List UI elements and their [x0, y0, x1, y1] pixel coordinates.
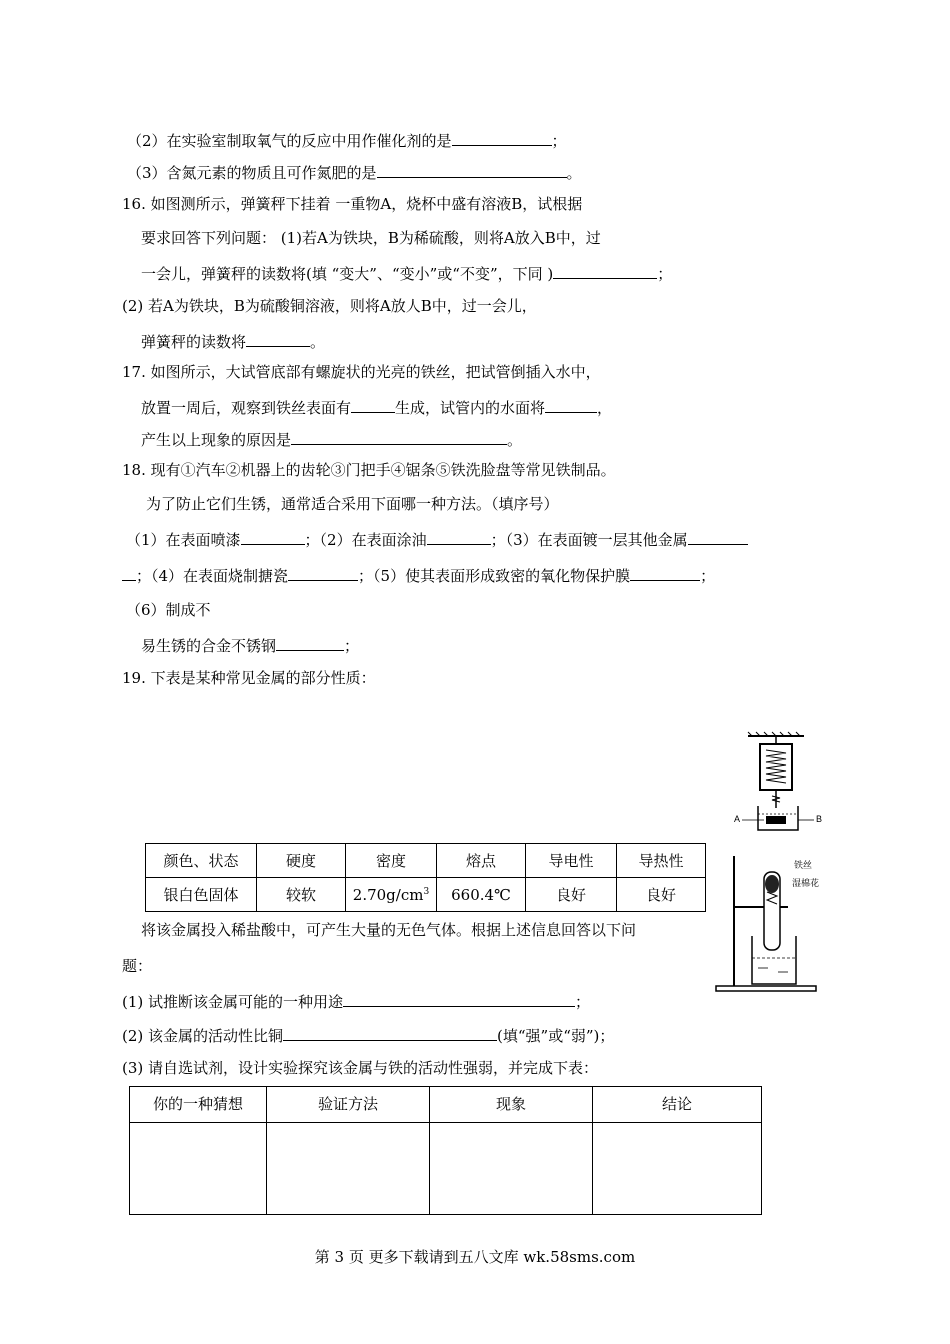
value-cell: 良好: [526, 878, 617, 912]
q16-line-4: (2) 若A为铁块，B为硫酸铜溶液，则将A放人B中，过一会儿，: [122, 297, 537, 315]
q18-line-6: 易生锈的合金不锈钢 ；: [141, 634, 359, 656]
header-cell: 验证方法: [267, 1087, 430, 1123]
answer-blank[interactable]: [452, 129, 552, 146]
answer-blank[interactable]: [343, 990, 575, 1007]
header-cell: 导电性: [526, 844, 617, 878]
metal-properties-table: [145, 843, 706, 912]
value-cell: 660.4℃: [437, 878, 526, 912]
answer-blank[interactable]: [553, 262, 657, 279]
answer-blank[interactable]: [630, 564, 700, 581]
answer-blank[interactable]: [276, 634, 344, 651]
q19-line-2: 将该金属投入稀盐酸中，可产生大量的无色气体。根据上述信息回答以下问: [141, 921, 637, 939]
answer-blank[interactable]: [122, 564, 136, 581]
q15-item-3: （3）含氮元素的物质且可作氮肥的是 。: [127, 161, 582, 183]
answer-blank[interactable]: [241, 528, 305, 545]
q19-sub-2: (2) 该金属的活动性比铜 (填“强”或“弱”)；: [122, 1024, 614, 1046]
q19-sub-1: (1) 试推断该金属可能的一种用途 ；: [122, 990, 590, 1012]
header-cell: 结论: [593, 1087, 762, 1123]
answer-blank[interactable]: [283, 1024, 497, 1041]
page-footer: 第 3 页 更多下载请到五八文库 wk.58sms.com: [314, 1248, 636, 1266]
table-row: [146, 844, 707, 878]
wet-cotton: [765, 875, 779, 893]
experiment-table: [129, 1086, 762, 1215]
q18-line-1: 18. 现有①汽车②机器上的齿轮③门把手④锯条⑤铁洗脸盘等常见铁制品。: [122, 461, 616, 479]
header-cell-hidden: [706, 844, 707, 878]
q18-line-4: ；（4）在表面烧制搪瓷 ；（5）使其表面形成致密的氧化物保护膜 ；: [122, 564, 715, 586]
answer-cell[interactable]: [267, 1123, 430, 1215]
answer-blank[interactable]: [288, 564, 358, 581]
answer-blank[interactable]: [377, 161, 567, 178]
header-cell: 导热性: [617, 844, 706, 878]
value-cell: 良好: [617, 878, 706, 912]
q16-line-2: 要求回答下列问题： (1)若A为铁块，B为稀硫酸，则将A放入B中，过: [141, 229, 601, 247]
q19-sub-3: (3) 请自选试剂，设计实验探究该金属与铁的活动性强弱，并完成下表：: [122, 1059, 599, 1077]
label-b: B: [816, 814, 823, 824]
answer-blank[interactable]: [291, 428, 507, 445]
q18-line-2: 为了防止它们生锈，通常适合采用下面哪一种方法。（填序号）: [146, 495, 559, 513]
value-cell: 银白色固体: [146, 878, 257, 912]
answer-blank[interactable]: [246, 330, 310, 347]
q19-line-1: 19. 下表是某种常见金属的部分性质：: [122, 669, 376, 687]
table-row: [130, 1087, 762, 1123]
answer-cell[interactable]: [430, 1123, 593, 1215]
spring-scale-figure: [728, 730, 828, 840]
label-a: A: [734, 814, 741, 824]
test-tube-figure: [712, 852, 832, 994]
answer-cell[interactable]: [130, 1123, 267, 1215]
header-cell: 熔点: [437, 844, 526, 878]
value-cell: 较软: [257, 878, 346, 912]
weight-a: [766, 816, 786, 824]
header-cell: 颜色、状态: [146, 844, 257, 878]
label-iron-wire: 铁丝: [794, 861, 813, 871]
q15-item-2: （2）在实验室制取氧气的反应中用作催化剂的是 ；: [127, 129, 567, 151]
q17-line-2: 放置一周后，观察到铁丝表面有 生成，试管内的水面将 ，: [141, 396, 612, 418]
q19-line-3: 题：: [122, 957, 153, 975]
q16-line-1: 16. 如图测所示，弹簧秤下挂着 一重物A，烧杯中盛有溶液B，试根据: [122, 195, 583, 213]
q18-line-5: （6）制成不: [126, 601, 211, 619]
answer-blank[interactable]: [351, 396, 395, 413]
answer-blank[interactable]: [427, 528, 491, 545]
header-cell: 硬度: [257, 844, 346, 878]
answer-cell[interactable]: [593, 1123, 762, 1215]
answer-blank[interactable]: [688, 528, 748, 545]
header-cell: 你的一种猜想: [130, 1087, 267, 1123]
q17-line-1: 17. 如图所示，大试管底部有螺旋状的光亮的铁丝，把试管倒插入水中，: [122, 363, 601, 381]
stand-base: [716, 986, 816, 991]
label-wet-cotton: 湿棉花: [792, 879, 820, 889]
table-row: [130, 1123, 762, 1215]
q16-line-5: 弹簧秤的读数将 。: [141, 330, 325, 352]
header-cell: 现象: [430, 1087, 593, 1123]
value-cell: $2.70g/cm^3$: [346, 878, 437, 912]
header-cell: 密度: [346, 844, 437, 878]
answer-blank[interactable]: [545, 396, 597, 413]
q17-line-3: 产生以上现象的原因是 。: [141, 428, 522, 450]
table-row: [146, 878, 707, 912]
q18-line-3: （1）在表面喷漆 ；（2）在表面涂油 ；（3）在表面镀一层其他金属: [126, 528, 748, 550]
q16-line-3: 一会儿，弹簧秤的读数将(填 “变大”、“变小”或“不变”，下同 ) ；: [141, 262, 672, 284]
value-cell-hidden: [706, 878, 707, 912]
